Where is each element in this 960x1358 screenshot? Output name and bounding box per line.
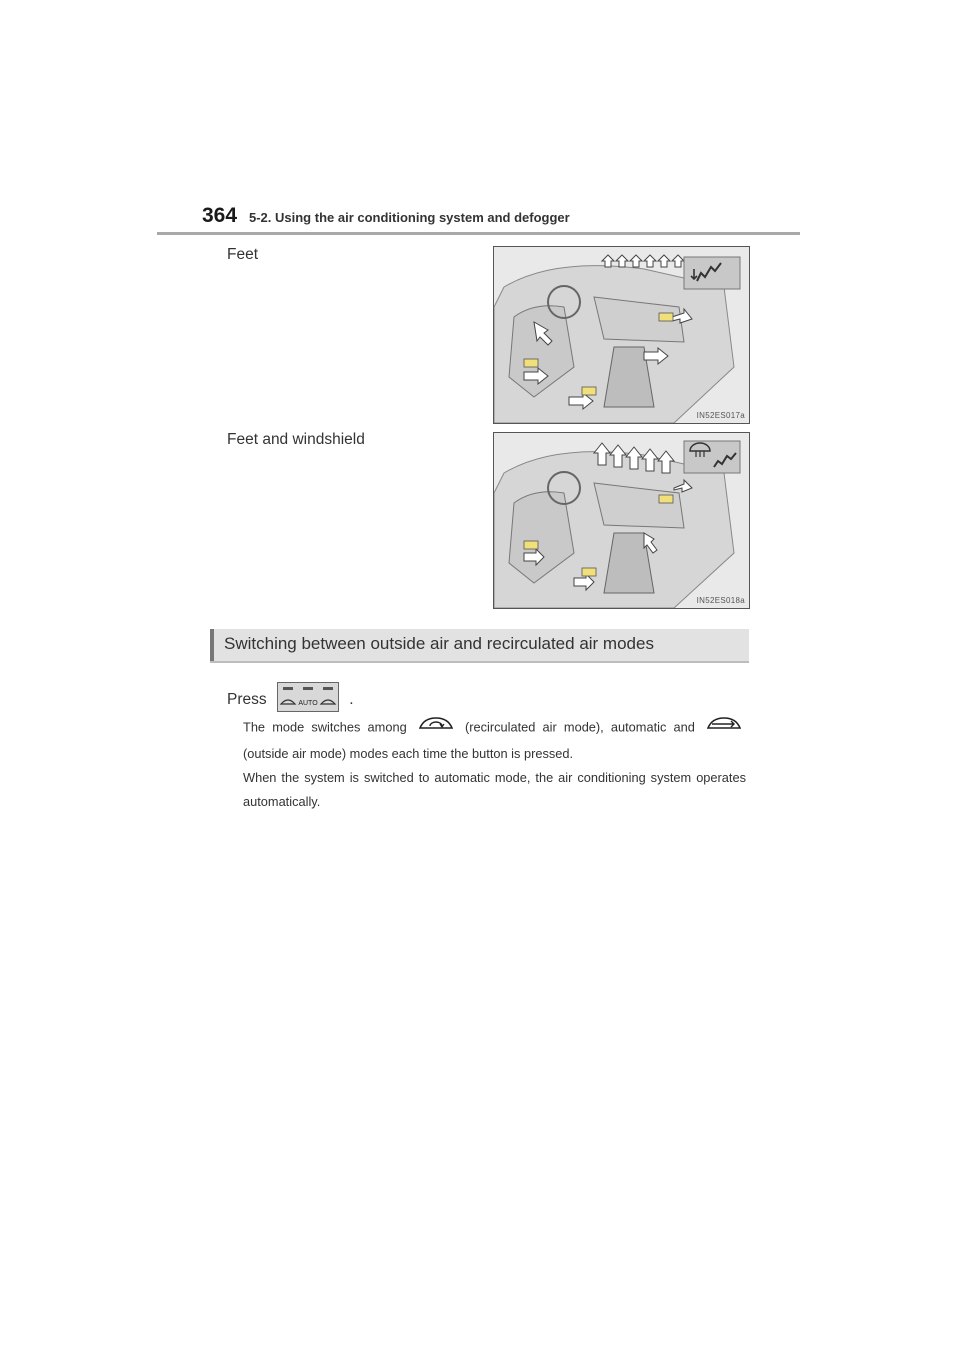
outside-air-icon — [706, 714, 742, 742]
p1-part-a: The mode switches among — [243, 719, 407, 735]
section-title: 5-2. Using the air conditioning system and defogger — [249, 210, 570, 225]
recirculated-air-icon — [418, 714, 454, 742]
heading-underline — [210, 661, 749, 663]
figure-code: IN52ES018a — [696, 596, 745, 605]
feet-windshield-illustration — [493, 432, 750, 609]
page-number: 364 — [202, 204, 238, 227]
press-text: Press — [227, 691, 267, 709]
auto-mode-paragraph: When the system is switched to automatic mode, the air conditioning system operates automatically. — [243, 770, 746, 809]
feet-illustration — [493, 246, 750, 424]
mode-label-feet-windshield: Feet and windshield — [227, 431, 365, 448]
p1-part-b: (recirculated air mode), automatic and — [465, 719, 695, 735]
press-after: . — [349, 691, 354, 709]
auto-button-label: AUTO — [298, 700, 318, 707]
car-interior-feet-drawing — [494, 247, 749, 423]
header-rule — [157, 232, 800, 235]
section-heading-text: Switching between outside air and recirculated air modes — [224, 634, 654, 653]
figure-code: IN52ES017a — [696, 411, 745, 420]
mode-switch-paragraph — [243, 714, 746, 766]
car-interior-feet-windshield-drawing — [494, 433, 749, 608]
section-heading — [210, 629, 749, 661]
press-instruction — [227, 682, 354, 718]
recirculation-button-icon — [277, 682, 339, 718]
p1-part-c: (outside air mode) modes each time the button is pressed. — [243, 746, 574, 761]
mode-label-feet: Feet — [227, 246, 259, 263]
